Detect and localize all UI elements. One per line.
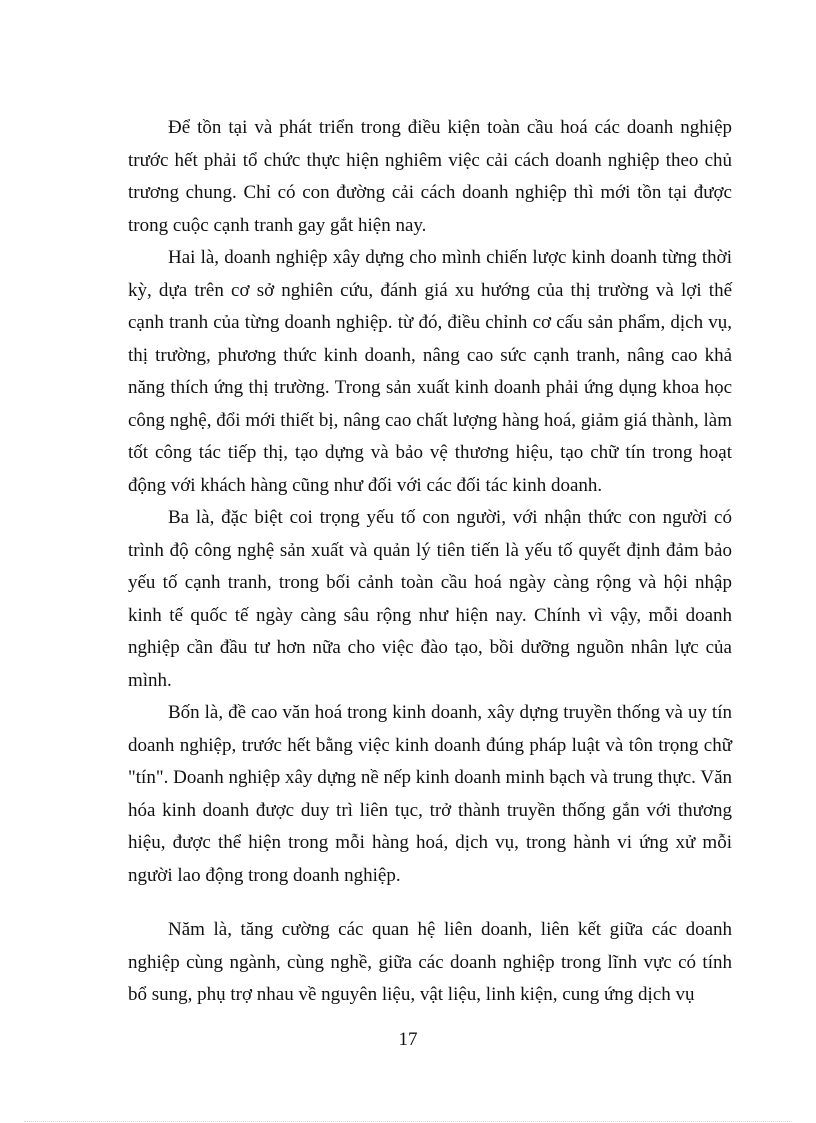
paragraph-four: Bốn là, đề cao văn hoá trong kinh doanh, xây dựng truyền thống và uy tín doanh nghiệp, trước hết bằng việc kinh doanh đúng pháp luật và tôn trọng chữ "tín". Doanh nghiệp xây dựng nề nếp kinh doanh minh bạch và trung thực. Văn hóa kinh doanh được duy trì liên tục, trở thành truyền thống gắn với thương hiệu, được thể hiện trong mỗi hàng hoá, dịch vụ, trong hành vi ứng xử mỗi người lao động trong doanh nghiệp. [128, 702, 732, 886]
paragraph-three: Ba là, đặc biệt coi trọng yếu tố con người, với nhận thức con người có trình độ công nghệ sản xuất và quản lý tiên tiến là yếu tố quyết định đảm bảo yếu tố cạnh tranh, trong bối cảnh toàn cầu hoá ngày càng rộng và hội nhập kinh tế quốc tế ngày càng sâu rộng như hiện nay. Chính vì vậy, mỗi doanh nghiệp cần đầu tư hơn nữa cho việc đào tạo, bồi dưỡng nguồn nhân lực của mình. [128, 507, 732, 691]
body-text [128, 112, 732, 1012]
page-number: 17 [398, 1029, 418, 1050]
paragraph-two: Hai là, doanh nghiệp xây dựng cho mình chiến lược kinh doanh từng thời kỳ, dựa trên cơ sở nghiên cứu, đánh giá xu hướng của thị trường và lợi thế cạnh tranh của từng doanh nghiệp. từ đó, điều chỉnh cơ cấu sản phẩm, dịch vụ, thị trường, phương thức kinh doanh, nâng cao sức cạnh tranh, nâng cao khả năng thích ứng thị trường. Trong sản xuất kinh doanh phải ứng dụng khoa học công nghệ, đổi mới thiết bị, nâng cao chất lượng hàng hoá, giảm giá thành, làm tốt công tác tiếp thị, tạo dựng và bảo vệ thương hiệu, tạo chữ tín trong hoạt động với khách hàng cũng như đối với các đối tác kinh doanh. [128, 247, 732, 496]
paragraph-five: Năm là, tăng cường các quan hệ liên doanh, liên kết giữa các doanh nghiệp cùng ngành, cùng nghề, giữa các doanh nghiệp trong lĩnh vực có tính bổ sung, phụ trợ nhau về nguyên liệu, vật liệu, linh kiện, cung ứng dịch vụ [128, 919, 732, 1005]
paragraph-intro: Để tồn tại và phát triển trong điều kiện toàn cầu hoá các doanh nghiệp trước hết phải tổ chức thực hiện nghiêm việc cải cách doanh nghiệp theo chủ trương chung. Chỉ có con đường cải cách doanh nghiệp thì mới tồn tại được trong cuộc cạnh tranh gay gắt hiện nay. [128, 117, 732, 236]
page-bottom-border [24, 1121, 792, 1122]
